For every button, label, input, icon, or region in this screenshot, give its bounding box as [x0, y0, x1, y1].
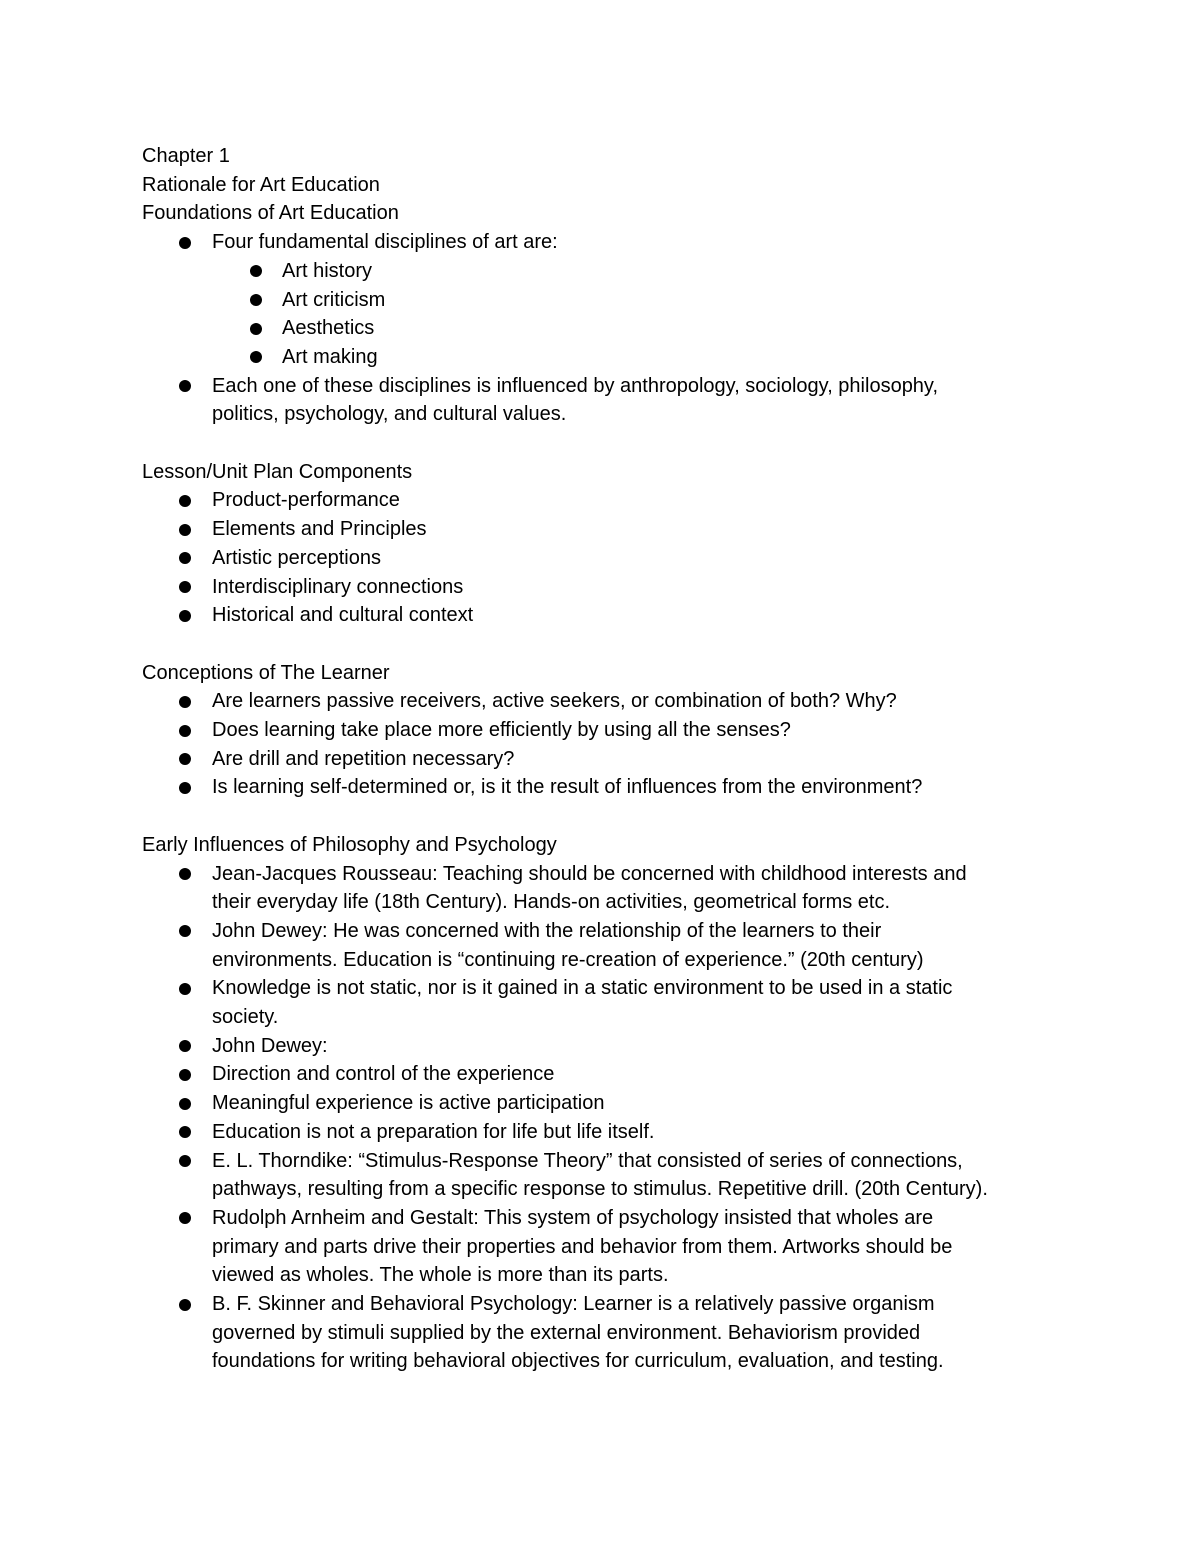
- bullet-icon: [179, 925, 191, 937]
- bullet-icon: [179, 1098, 191, 1110]
- lesson-heading: Lesson/Unit Plan Components: [142, 460, 413, 483]
- list-item: Are learners passive receivers, active seekers, or combination of both? Why?: [142, 687, 1072, 716]
- sublist-item: Art making: [142, 343, 1072, 372]
- list-item: E. L. Thorndike: “Stimulus-Response Theory” that consisted of series of connections, pathways, resulting from a specific response to stimulus. Repetitive drill. (20th Century).: [142, 1147, 1072, 1204]
- bullet-icon: [179, 581, 191, 593]
- document-title: Rationale for Art Education: [142, 173, 380, 196]
- bullet-icon: [250, 351, 262, 363]
- bullet-icon: [179, 552, 191, 564]
- bullet-icon: [179, 1212, 191, 1224]
- bullet-icon: [250, 294, 262, 306]
- bullet-icon: [179, 1040, 191, 1052]
- list-item: Product-performance: [142, 486, 1072, 515]
- list-item: Knowledge is not static, nor is it gained in a static environment to be used in a static society.: [142, 974, 1072, 1031]
- bullet-icon: [179, 725, 191, 737]
- list-item: Historical and cultural context: [142, 601, 1072, 630]
- foundations-heading: Foundations of Art Education: [142, 202, 399, 225]
- learner-list: [142, 687, 1072, 802]
- list-item: Rudolph Arnheim and Gestalt: This system of psychology insisted that wholes are primary and parts drive their properties and behavior from them. Artworks should be viewed as wholes. The whole is more than its parts.: [142, 1204, 1072, 1290]
- disciplines-sublist: [142, 257, 1072, 372]
- bullet-icon: [179, 1299, 191, 1311]
- list-item: B. F. Skinner and Behavioral Psychology: Learner is a relatively passive organism governed by stimuli supplied by the external environment. Behaviorism provided foundations for writing behavioral objectives for curriculum, evaluation, and testing.: [142, 1290, 1072, 1376]
- document-page: [142, 142, 1072, 1376]
- sublist-item: Art history: [142, 257, 1072, 286]
- bullet-icon: [179, 380, 191, 392]
- early-influences-list: [142, 860, 1072, 1377]
- list-item: Jean-Jacques Rousseau: Teaching should be concerned with childhood interests and their everyday life (18th Century). Hands-on activities, geometrical forms etc.: [142, 860, 1072, 917]
- list-item: Is learning self-determined or, is it the result of influences from the environment?: [142, 773, 1072, 802]
- bullet-icon: [250, 265, 262, 277]
- list-item: Each one of these disciplines is influenced by anthropology, sociology, philosophy, politics, psychology, and cultural values.: [142, 372, 1072, 429]
- bullet-icon: [250, 323, 262, 335]
- bullet-icon: [179, 753, 191, 765]
- learner-heading: Conceptions of The Learner: [142, 661, 390, 684]
- bullet-icon: [179, 237, 191, 249]
- early-influences-heading: Early Influences of Philosophy and Psychology: [142, 833, 557, 856]
- list-item: Direction and control of the experience: [142, 1060, 1072, 1089]
- chapter-label: Chapter 1: [142, 145, 230, 167]
- bullet-icon: [179, 610, 191, 622]
- sublist-item: Art criticism: [142, 286, 1072, 315]
- list-item: Elements and Principles: [142, 515, 1072, 544]
- lesson-list: [142, 486, 1072, 630]
- list-item: Interdisciplinary connections: [142, 573, 1072, 602]
- list-item: Four fundamental disciplines of art are: Art history Art criticism Aesthetics Art making: [142, 228, 1072, 372]
- list-item: Education is not a preparation for life but life itself.: [142, 1118, 1072, 1147]
- bullet-icon: [179, 782, 191, 794]
- list-item: John Dewey:: [142, 1032, 1072, 1061]
- foundations-list: [142, 228, 1072, 429]
- bullet-icon: [179, 495, 191, 507]
- bullet-icon: [179, 696, 191, 708]
- bullet-icon: [179, 524, 191, 536]
- bullet-icon: [179, 868, 191, 880]
- sublist-item: Aesthetics: [142, 314, 1072, 343]
- bullet-icon: [179, 1126, 191, 1138]
- bullet-icon: [179, 1069, 191, 1081]
- bullet-icon: [179, 983, 191, 995]
- bullet-icon: [179, 1155, 191, 1167]
- list-item: John Dewey: He was concerned with the relationship of the learners to their environments. Education is “continuing re-creation of experience.” (20th century): [142, 917, 1072, 974]
- list-item: Does learning take place more efficiently by using all the senses?: [142, 716, 1072, 745]
- list-item: Are drill and repetition necessary?: [142, 745, 1072, 774]
- list-item: Meaningful experience is active participation: [142, 1089, 1072, 1118]
- list-item: Artistic perceptions: [142, 544, 1072, 573]
